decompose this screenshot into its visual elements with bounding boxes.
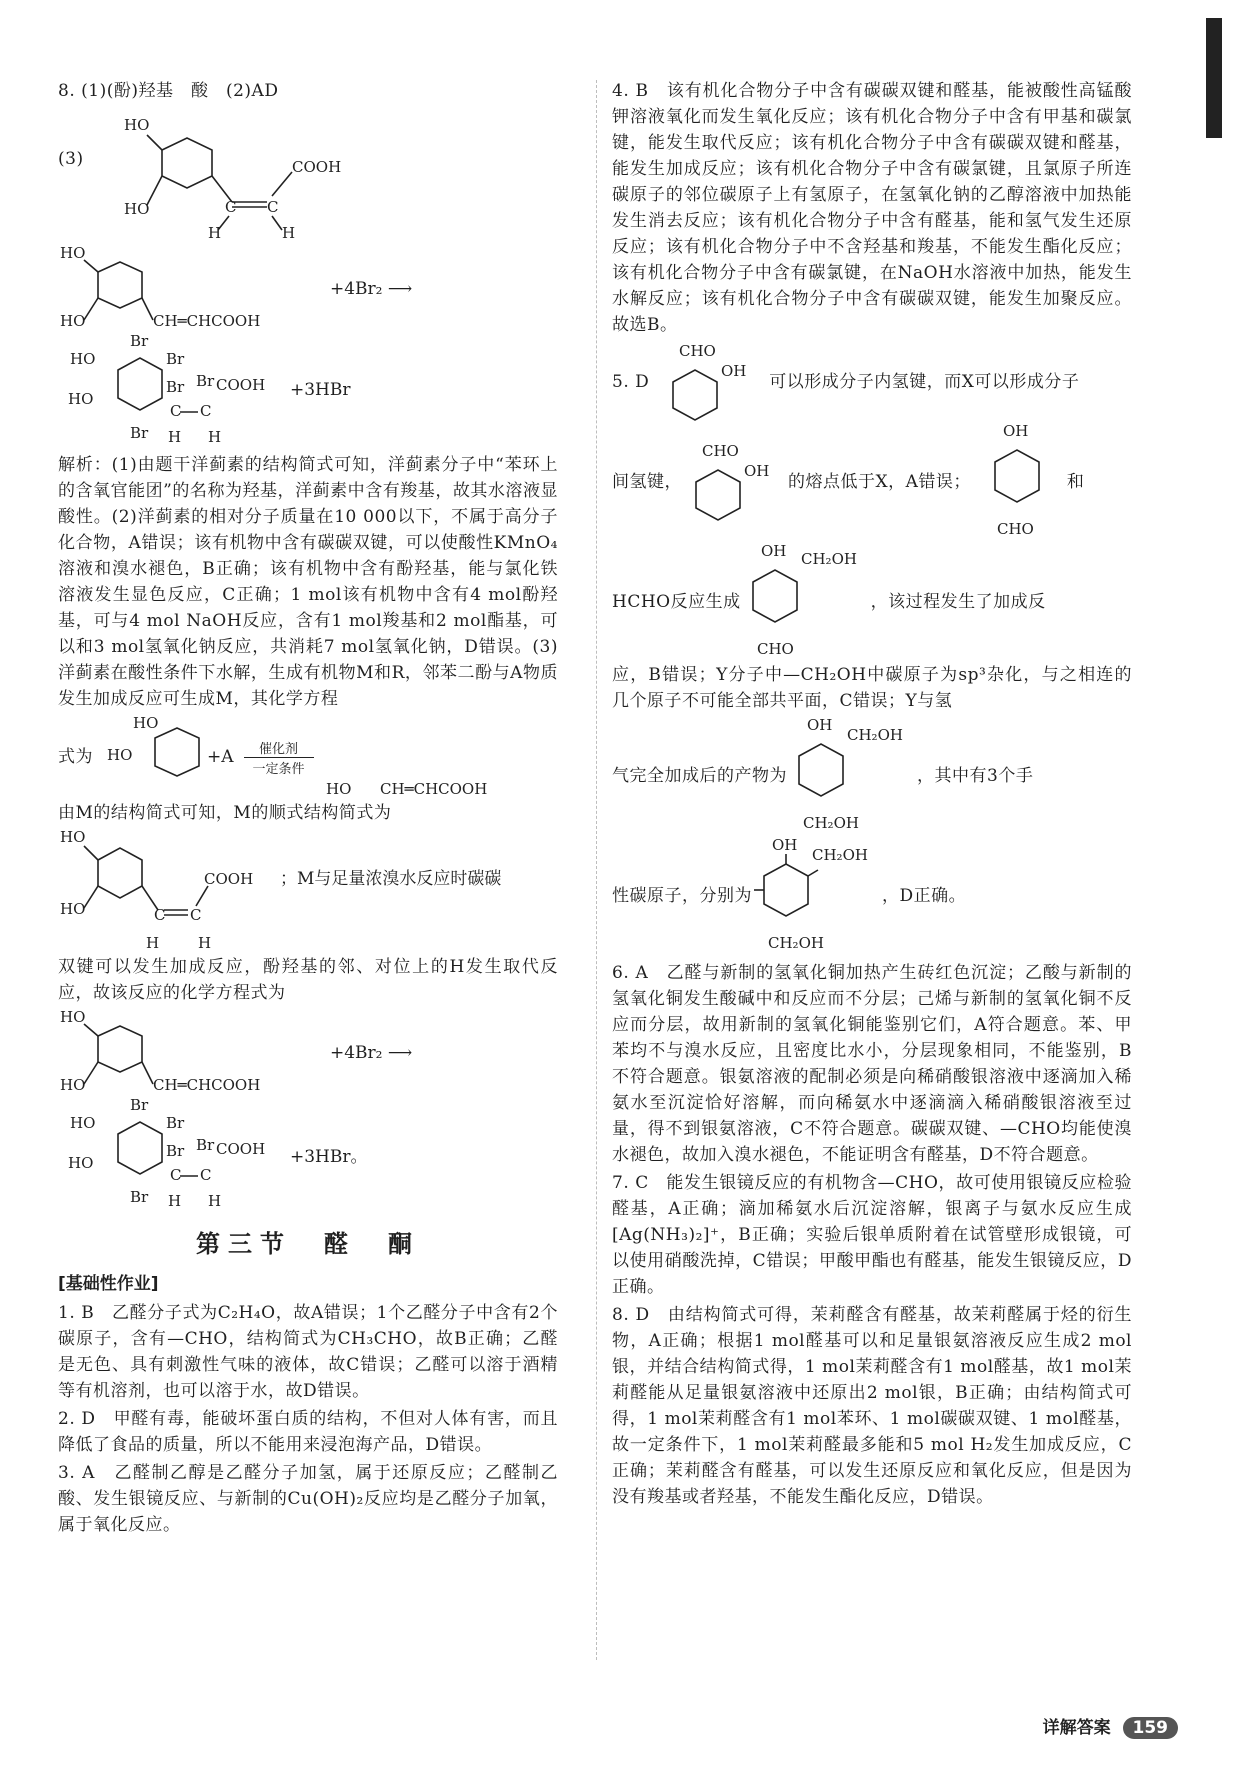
svg-text:HO: HO	[107, 746, 133, 764]
salicylaldehyde-structure-2	[682, 442, 782, 522]
svg-text:HO: HO	[60, 1076, 86, 1094]
answer-5-head: 5. D	[612, 372, 650, 392]
footer-label: 详解答案	[1042, 1718, 1111, 1738]
svg-text:H: H	[198, 934, 212, 952]
answer-2: 2. D 甲醛有毒，能破坏蛋白质的结构，不但对人体有害，而且降低了食品的质量，所以不能用来浸泡海产品，D错误。	[58, 1409, 558, 1455]
svg-text:HO: HO	[133, 714, 159, 732]
svg-text:CH═CHCOOH: CH═CHCOOH	[379, 780, 487, 798]
cis-m-row	[58, 828, 558, 954]
y-structure	[741, 542, 871, 662]
equation-2-plus-a: +A	[207, 747, 234, 767]
svg-text:CH₂OH: CH₂OH	[847, 726, 903, 744]
equation-3-product-tail: +3HBr。	[290, 1146, 368, 1167]
svg-text:Br: Br	[130, 332, 149, 350]
basic-homework-title: [基础性作业]	[58, 1274, 159, 1294]
answer-8: 8. D 由结构简式可得，茉莉醛含有醛基，故茉莉醛属于烃的衍生物，A正确；根据1 mol醛基可以和足量银氨溶液反应生成2 mol银，并结合结构简式得，1 mol茉莉醛含有1 mol醛基，故1 mol茉莉醛能从足量银氨溶液中还原出2 mol银，B正确；由结构简式可得，1 mol茉莉醛含有1 mol苯环、1 mol碳碳双键、1 mol醛基，故一定条件下，1 mol茉莉醛最多能和5 mol H₂发生加成反应，C正确；茉莉醛含有醛基，可以发生还原反应和氧化反应，但是因为没有羧基或者羟基，不能发生酯化反应，D错误。	[612, 1305, 1132, 1507]
svg-text:H: H	[207, 224, 221, 242]
svg-text:C: C	[200, 402, 212, 420]
svg-text:C: C	[200, 1166, 212, 1184]
svg-text:C: C	[154, 906, 166, 924]
svg-text:COOH: COOH	[216, 376, 266, 394]
svg-text:C: C	[190, 906, 202, 924]
svg-text:Br: Br	[130, 1188, 149, 1206]
svg-text:CH═CHCOOH: CH═CHCOOH	[153, 312, 261, 330]
answer-5-text-6: ，该过程发生了加成反	[870, 592, 1046, 612]
svg-text:Br: Br	[196, 1136, 215, 1154]
svg-text:H: H	[168, 428, 182, 446]
svg-text:HO: HO	[70, 350, 96, 368]
svg-text:COOH: COOH	[216, 1140, 266, 1158]
svg-text:CH₂OH: CH₂OH	[768, 934, 824, 952]
caffeic-acid-reactant-1	[58, 244, 318, 334]
svg-text:HO: HO	[68, 390, 94, 408]
equation-2-condition	[244, 738, 314, 777]
answer-5-text-8: 气完全加成后的产物为	[612, 766, 787, 786]
answer-5-row-2	[612, 422, 1132, 542]
svg-text:Br: Br	[166, 378, 185, 396]
svg-text:CHO: CHO	[679, 342, 717, 360]
reaction-description: 双键可以发生加成反应，酚羟基的邻、对位上的H发生取代反应，故该反应的化学方程式为	[58, 957, 558, 1003]
svg-text:HO: HO	[68, 1154, 94, 1172]
m-structure	[324, 714, 487, 800]
svg-text:Br: Br	[130, 1096, 149, 1114]
equation-3-tail: +4Br₂ ⟶	[330, 1043, 413, 1063]
right-column	[612, 78, 1132, 1512]
answer-5-row-4	[612, 716, 1132, 836]
answer-5-text-2: 间氢键，	[612, 472, 682, 492]
svg-text:OH: OH	[772, 836, 798, 854]
svg-text:H: H	[168, 1192, 182, 1210]
svg-text:H: H	[208, 1192, 222, 1210]
left-column	[58, 78, 558, 1540]
svg-text:H: H	[208, 428, 222, 446]
equation-1-product	[58, 334, 558, 446]
svg-text:OH: OH	[744, 462, 770, 480]
svg-text:COOH: COOH	[204, 870, 254, 888]
equation-3-product	[58, 1098, 558, 1210]
page-number: 159	[1123, 1717, 1179, 1739]
p-hydroxybenzaldehyde-structure	[977, 422, 1057, 542]
svg-text:OH: OH	[1002, 422, 1029, 440]
svg-text:CH₂OH: CH₂OH	[812, 846, 868, 864]
svg-text:Br: Br	[166, 1142, 185, 1160]
equation-2-prefix: 式为	[58, 747, 93, 767]
caffeic-acid-structure	[92, 110, 372, 240]
answer-5-text-1: 可以形成分子内氢键，而X可以形成分子	[769, 372, 1080, 392]
answer-5-text-4: 和	[1066, 472, 1085, 492]
svg-text:Br: Br	[166, 350, 185, 368]
chiral-carbons-structure	[752, 836, 882, 956]
condition-catalyst: 催化剂	[259, 741, 299, 757]
svg-text:CH₂OH: CH₂OH	[803, 814, 859, 832]
hydrogenated-product-structure	[787, 716, 917, 836]
svg-text:CHO: CHO	[702, 442, 739, 460]
svg-text:H: H	[281, 224, 295, 242]
answer-3: 3. A 乙醛制乙醇是乙醛分子加氢，属于还原反应；乙醛制乙酸、发生银镜反应、与新制的Cu(OH)₂反应均是乙醛分子加氧，属于氧化反应。	[58, 1463, 558, 1535]
svg-text:COOH: COOH	[291, 158, 341, 176]
answer-1: 1. B 乙醛分子式为C₂H₄O，故A错误；1个乙醛分子中含有2个碳原子，含有—CHO，结构简式为CH₃CHO，故B正确；乙醛是无色、具有刺激性气味的液体，故C错误；乙醛可以溶于酒精等有机溶剂，也可以溶于水，故D错误。	[58, 1303, 558, 1401]
answer-6: 6. A 乙醛与新制的氢氧化铜加热产生砖红色沉淀；乙酸与新制的氢氧化铜发生酸碱中和反应而不分层；己烯与新制的氢氧化铜不反应而分层，故用新制的氢氧化铜能鉴别它们，A符合题意。苯、甲苯均不与溴水反应，且密度比水小，分层现象相同，不能鉴别，B不符合题意。银氨溶液的配制必须是向稀硝酸银溶液中逐滴加入稀氨水至沉淀恰好溶解，而向稀氨水中逐滴滴入稀硝酸银溶液至过量，得不到银氨溶液，C不符合题意。碳碳双键、—CHO均能使溴水褪色，故加入溴水褪色，不能证明含有醛基，D不符合题意。	[612, 963, 1132, 1165]
svg-text:HO: HO	[325, 780, 351, 798]
svg-text:OH: OH	[760, 542, 786, 560]
svg-text:HO: HO	[60, 244, 86, 262]
catechol-structure	[103, 714, 203, 800]
svg-text:HO: HO	[123, 200, 149, 218]
svg-text:C: C	[266, 198, 279, 216]
answer-5-row-1	[612, 342, 1132, 422]
bromo-product-2	[58, 1098, 278, 1210]
page-edge-mark	[1206, 18, 1222, 138]
svg-text:HO: HO	[60, 900, 86, 918]
svg-text:HO: HO	[70, 1114, 96, 1132]
condition-text: 一定条件	[252, 761, 305, 777]
svg-text:CH═CHCOOH: CH═CHCOOH	[153, 1076, 261, 1094]
q8-analysis: 解析：(1)由题干洋蓟素的结构简式可知，洋蓟素分子中“苯环上的含氧官能团”的名称为羟基，洋蓟素中含有羧基，故其水溶液显酸性。(2)洋蓟素的相对分子质量在10 000以下，不属于高分子化合物，A错误；该有机物中含有碳碳双键，可以使酸性KMnO₄溶液和溴水褪色，B正确；该有机物中含有酚羟基，能与氯化铁溶液发生显色反应，C正确；1 mol该有机物中含有4 mol酚羟基，可与4 mol NaOH反应，含有1 mol羧基和2 mol酯基，可以和3 mol氢氧化钠反应，共消耗7 mol氢氧化钠，D错误。(3)洋蓟素在酸性条件下水解，生成有机物M和R，邻苯二酚与A物质发生加成反应可生成M，其化学方程	[58, 455, 558, 709]
cis-m-structure	[58, 828, 268, 954]
bromo-product-1	[58, 334, 278, 446]
svg-text:OH: OH	[721, 362, 747, 380]
svg-text:H: H	[146, 934, 160, 952]
q8-part3-label: (3)	[58, 149, 84, 169]
column-divider	[596, 80, 597, 1660]
equation-3-reactant	[58, 1008, 558, 1098]
answer-4: 4. B 该有机化合物分子中含有碳碳双键和醛基，能被酸性高锰酸钾溶液氧化而发生氧化反应；该有机化合物分子中含有甲基和碳氯键，能发生取代反应；该有机化合物分子中含有碳碳双键和醛基，能发生加成反应；该有机化合物分子中含有碳氯键，且氯原子所连碳原子的邻位碳原子上有氢原子，在氢氧化钠的乙醇溶液中加热能发生消去反应；该有机化合物分子中含有醛基，能和氢气发生还原反应；该有机化合物分子中不含羟基和羧基，不能发生酯化反应；该有机化合物分子中含有碳氯键，在NaOH水溶液中加热，能发生水解反应；该有机化合物分子中含有碳碳双键，能发生加聚反应。故选B。	[612, 81, 1132, 335]
svg-text:C: C	[170, 1166, 182, 1184]
svg-text:HO: HO	[60, 828, 86, 846]
answer-5-text-3: 的熔点低于X，A错误；	[788, 472, 971, 492]
equation-2	[58, 714, 558, 800]
answer-5-text-7: 应，B错误；Y分子中—CH₂OH中碳原子为sp³杂化，与之相连的几个原子不可能全部共平面，C错误；Y与氢	[612, 665, 1132, 711]
q8-answer-head: 8. (1)(酚)羟基 酸 (2)AD	[58, 81, 279, 101]
svg-text:CHO: CHO	[996, 520, 1034, 538]
svg-text:C: C	[170, 402, 182, 420]
svg-text:HO: HO	[60, 1008, 86, 1026]
equation-1-reactant	[58, 244, 558, 334]
answer-5-text-9: ，其中有3个手	[917, 766, 1034, 786]
answer-7: 7. C 能发生银镜反应的有机物含—CHO，故可使用银镜反应检验醛基，A正确；滴加稀氨水后沉淀溶解，银离子与氨水反应生成[Ag(NH₃)₂]⁺，B正确；实验后银单质附着在试管壁形成银镜，可以使用硝酸洗掉，C错误；甲酸甲酯也有醛基，能发生银镜反应，D正确。	[612, 1173, 1132, 1297]
svg-text:Br: Br	[196, 372, 215, 390]
page-footer	[1043, 1713, 1178, 1739]
svg-text:CH₂OH: CH₂OH	[800, 550, 857, 568]
svg-text:CHO: CHO	[756, 640, 794, 658]
answer-5-row-3	[612, 542, 1132, 662]
equation-1-product-tail: +3HBr	[290, 380, 351, 400]
section-title: 第三节 醛 酮	[196, 1230, 420, 1258]
cis-m-tail: ；M与足量浓溴水反应时碳碳	[280, 869, 502, 889]
answer-5-text-11: ，D正确。	[882, 886, 967, 906]
caffeic-acid-reactant-2	[58, 1008, 318, 1098]
salicylaldehyde-structure	[659, 342, 759, 422]
svg-text:HO: HO	[60, 312, 86, 330]
svg-text:OH: OH	[807, 716, 833, 734]
answer-5-row-5	[612, 836, 1132, 956]
q8-structure-row	[58, 106, 558, 244]
svg-text:HO: HO	[123, 116, 149, 134]
svg-text:Br: Br	[130, 424, 149, 442]
answer-5-text-10: 性碳原子，分别为	[612, 886, 752, 906]
equation-1-tail: +4Br₂ ⟶	[330, 279, 413, 299]
svg-text:Br: Br	[166, 1114, 185, 1132]
answer-5-text-5: HCHO反应生成	[612, 592, 741, 612]
svg-text:C: C	[224, 198, 237, 216]
m-structure-text: 由M的结构简式可知，M的顺式结构简式为	[58, 803, 392, 823]
